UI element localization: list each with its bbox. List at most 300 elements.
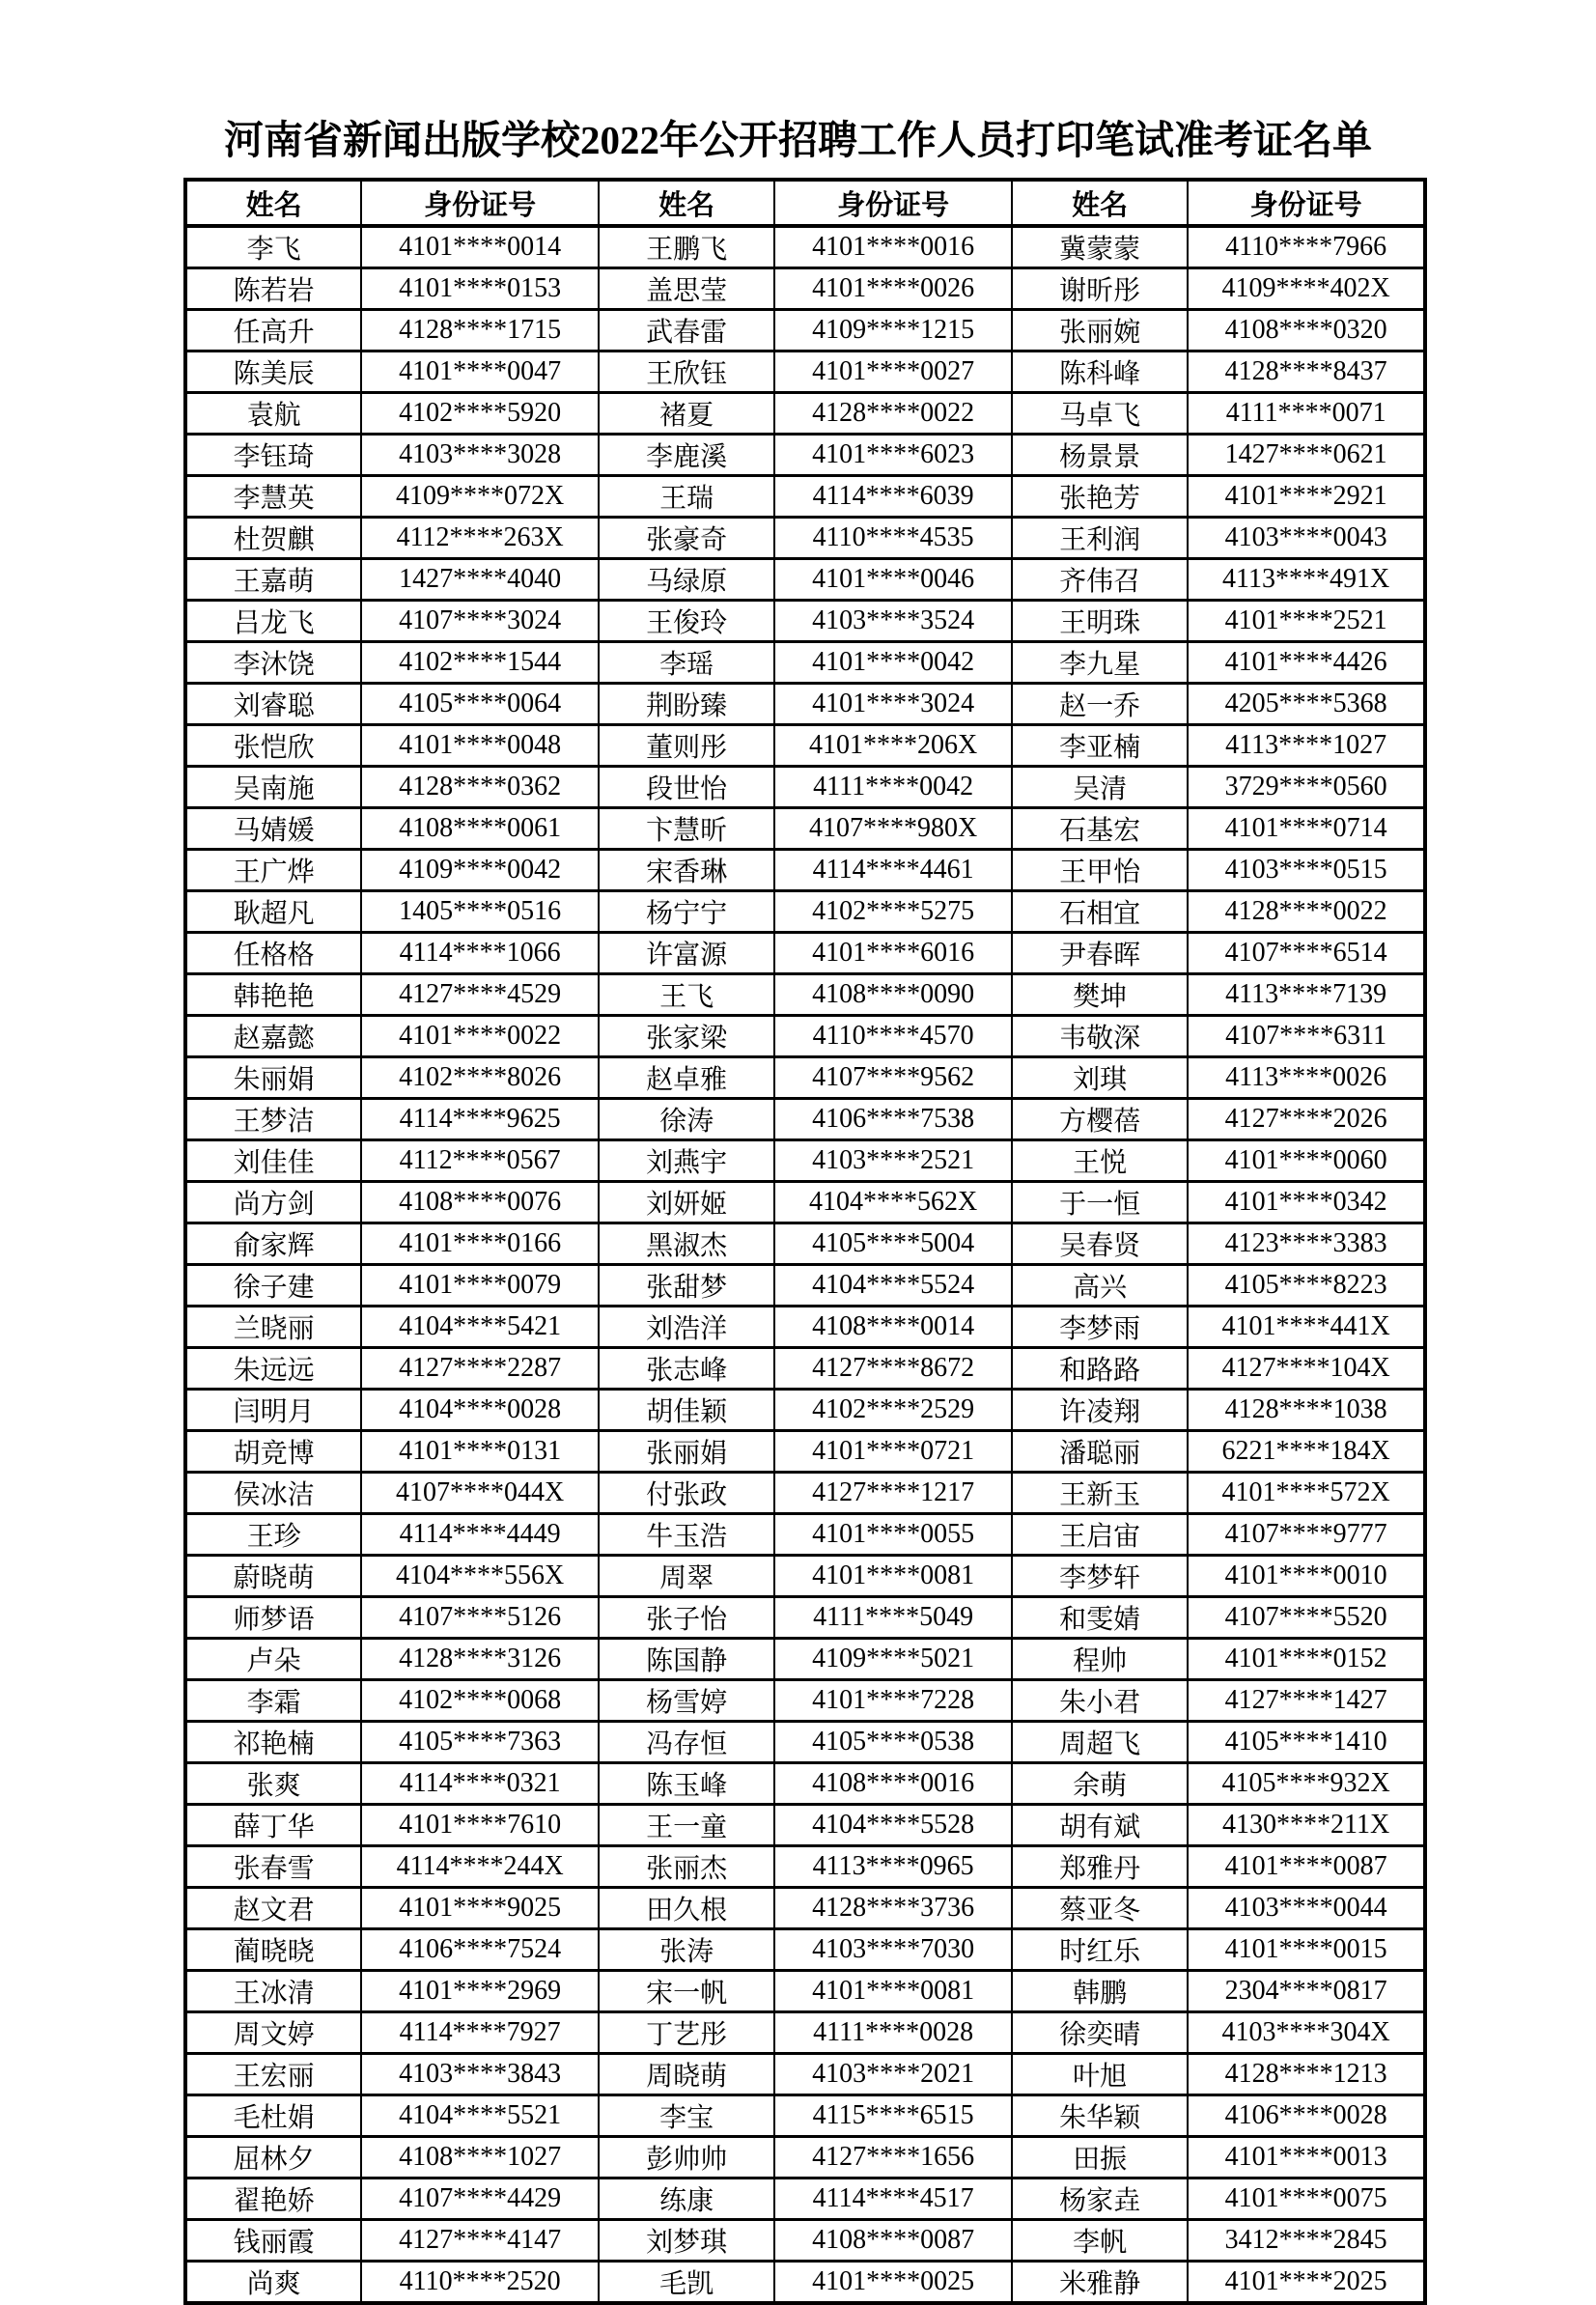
- id-cell: 4127****1427: [1188, 1680, 1425, 1722]
- name-cell: 韩鹏: [1012, 1971, 1188, 2012]
- name-cell: 张子怡: [599, 1597, 774, 1639]
- table-row: [185, 393, 1425, 435]
- table-row: [185, 310, 1425, 351]
- id-cell: 4101****0087: [1188, 1846, 1425, 1888]
- table-row: [185, 1514, 1425, 1556]
- id-cell: 4101****0081: [774, 1556, 1012, 1597]
- id-cell: 4104****5521: [361, 2095, 599, 2137]
- id-cell: 4106****7538: [774, 1099, 1012, 1140]
- id-cell: 4111****0028: [774, 2012, 1012, 2054]
- name-cell: 韦敬深: [1012, 1016, 1188, 1057]
- name-cell: 周翠: [599, 1556, 774, 1597]
- name-cell: 任高升: [185, 310, 361, 351]
- name-cell: 蔡亚冬: [1012, 1888, 1188, 1929]
- id-cell: 4101****0022: [361, 1016, 599, 1057]
- table-row: [185, 1805, 1425, 1846]
- name-cell: 付张政: [599, 1473, 774, 1514]
- name-cell: 徐子建: [185, 1265, 361, 1307]
- id-cell: 4127****4529: [361, 974, 599, 1016]
- name-cell: 朱华颖: [1012, 2095, 1188, 2137]
- id-cell: 4105****0064: [361, 684, 599, 725]
- name-cell: 董则彤: [599, 725, 774, 767]
- name-cell: 武春雷: [599, 310, 774, 351]
- id-cell: 4128****0362: [361, 767, 599, 808]
- id-cell: 4103****0043: [1188, 518, 1425, 559]
- id-cell: 4101****0079: [361, 1265, 599, 1307]
- id-cell: 4106****0028: [1188, 2095, 1425, 2137]
- id-cell: 4128****1038: [1188, 1390, 1425, 1431]
- id-cell: 4102****0068: [361, 1680, 599, 1722]
- id-cell: 4104****562X: [774, 1182, 1012, 1223]
- name-cell: 尚爽: [185, 2262, 361, 2304]
- table-row: [185, 1057, 1425, 1099]
- name-cell: 杜贺麒: [185, 518, 361, 559]
- name-cell: 朱小君: [1012, 1680, 1188, 1722]
- table-row: [185, 2220, 1425, 2262]
- id-cell: 4101****6023: [774, 435, 1012, 476]
- id-cell: 4101****2025: [1188, 2262, 1425, 2304]
- id-cell: 4105****8223: [1188, 1265, 1425, 1307]
- name-cell: 彭帅帅: [599, 2137, 774, 2179]
- id-cell: 4101****0342: [1188, 1182, 1425, 1223]
- id-cell: 4101****7228: [774, 1680, 1012, 1722]
- name-cell: 许富源: [599, 933, 774, 974]
- id-cell: 4110****4570: [774, 1016, 1012, 1057]
- id-cell: 4102****5920: [361, 393, 599, 435]
- id-cell: 4105****5004: [774, 1223, 1012, 1265]
- id-cell: 4103****3843: [361, 2054, 599, 2095]
- table-row: [185, 767, 1425, 808]
- name-cell: 朱远远: [185, 1348, 361, 1390]
- name-cell: 闫明月: [185, 1390, 361, 1431]
- table-row: [185, 1639, 1425, 1680]
- id-cell: 4110****7966: [1188, 226, 1425, 268]
- header-id-3: 身份证号: [1188, 180, 1425, 226]
- name-cell: 袁航: [185, 393, 361, 435]
- name-cell: 王新玉: [1012, 1473, 1188, 1514]
- id-cell: 3412****2845: [1188, 2220, 1425, 2262]
- id-cell: 4107****980X: [774, 808, 1012, 850]
- name-cell: 张丽婉: [1012, 310, 1188, 351]
- table-row: [185, 351, 1425, 393]
- id-cell: 4109****5021: [774, 1639, 1012, 1680]
- name-cell: 许凌翔: [1012, 1390, 1188, 1431]
- id-cell: 4115****6515: [774, 2095, 1012, 2137]
- name-cell: 王珍: [185, 1514, 361, 1556]
- id-cell: 4108****0061: [361, 808, 599, 850]
- id-cell: 4108****0090: [774, 974, 1012, 1016]
- id-cell: 4110****4535: [774, 518, 1012, 559]
- name-cell: 赵一乔: [1012, 684, 1188, 725]
- id-cell: 4107****5520: [1188, 1597, 1425, 1639]
- id-cell: 4107****4429: [361, 2179, 599, 2220]
- id-cell: 4205****5368: [1188, 684, 1425, 725]
- table-row: [185, 1556, 1425, 1597]
- name-cell: 马婧媛: [185, 808, 361, 850]
- table-row: [185, 226, 1425, 268]
- id-cell: 4105****7363: [361, 1722, 599, 1763]
- name-cell: 卞慧昕: [599, 808, 774, 850]
- name-cell: 和路路: [1012, 1348, 1188, 1390]
- id-cell: 4128****0022: [1188, 891, 1425, 933]
- name-cell: 王甲怡: [1012, 850, 1188, 891]
- name-cell: 吴春贤: [1012, 1223, 1188, 1265]
- name-cell: 王瑞: [599, 476, 774, 518]
- id-cell: 4114****0321: [361, 1763, 599, 1805]
- name-cell: 耿超凡: [185, 891, 361, 933]
- name-cell: 李亚楠: [1012, 725, 1188, 767]
- id-cell: 4101****0013: [1188, 2137, 1425, 2179]
- name-cell: 祁艳楠: [185, 1722, 361, 1763]
- name-cell: 陈国静: [599, 1639, 774, 1680]
- id-cell: 4101****0075: [1188, 2179, 1425, 2220]
- table-row: [185, 1971, 1425, 2012]
- id-cell: 4111****0042: [774, 767, 1012, 808]
- id-cell: 4102****5275: [774, 891, 1012, 933]
- name-cell: 胡佳颖: [599, 1390, 774, 1431]
- header-name-1: 姓名: [185, 180, 361, 226]
- table-row: [185, 1929, 1425, 1971]
- id-cell: 4101****0026: [774, 268, 1012, 310]
- name-cell: 翟艳娇: [185, 2179, 361, 2220]
- name-cell: 王一童: [599, 1805, 774, 1846]
- table-row: [185, 2012, 1425, 2054]
- name-cell: 余萌: [1012, 1763, 1188, 1805]
- name-cell: 王欣钰: [599, 351, 774, 393]
- id-cell: 4101****0166: [361, 1223, 599, 1265]
- name-cell: 刘睿聪: [185, 684, 361, 725]
- id-cell: 4102****1544: [361, 642, 599, 684]
- name-cell: 侯冰洁: [185, 1473, 361, 1514]
- name-cell: 尚方剑: [185, 1182, 361, 1223]
- id-cell: 4104****0028: [361, 1390, 599, 1431]
- id-cell: 4127****1656: [774, 2137, 1012, 2179]
- name-cell: 陈美辰: [185, 351, 361, 393]
- name-cell: 杨雪婷: [599, 1680, 774, 1722]
- name-cell: 张丽杰: [599, 1846, 774, 1888]
- name-cell: 刘燕宇: [599, 1140, 774, 1182]
- name-cell: 李梦雨: [1012, 1307, 1188, 1348]
- id-cell: 4123****3383: [1188, 1223, 1425, 1265]
- name-cell: 朱丽娟: [185, 1057, 361, 1099]
- id-cell: 4106****7524: [361, 1929, 599, 1971]
- id-cell: 2304****0817: [1188, 1971, 1425, 2012]
- id-cell: 4104****556X: [361, 1556, 599, 1597]
- name-cell: 王梦洁: [185, 1099, 361, 1140]
- name-cell: 赵嘉懿: [185, 1016, 361, 1057]
- name-cell: 蔚晓萌: [185, 1556, 361, 1597]
- table-row: [185, 2179, 1425, 2220]
- name-cell: 刘佳佳: [185, 1140, 361, 1182]
- name-cell: 蔺晓晓: [185, 1929, 361, 1971]
- id-cell: 4101****441X: [1188, 1307, 1425, 1348]
- name-cell: 张艳芳: [1012, 476, 1188, 518]
- name-cell: 韩艳艳: [185, 974, 361, 1016]
- name-cell: 于一恒: [1012, 1182, 1188, 1223]
- table-row: [185, 518, 1425, 559]
- name-cell: 薛丁华: [185, 1805, 361, 1846]
- id-cell: 4111****0071: [1188, 393, 1425, 435]
- table-row: [185, 1016, 1425, 1057]
- name-cell: 和雯婧: [1012, 1597, 1188, 1639]
- id-cell: 4103****304X: [1188, 2012, 1425, 2054]
- table-header: [185, 180, 1425, 226]
- page-title: 河南省新闻出版学校2022年公开招聘工作人员打印笔试准考证名单: [224, 118, 1372, 162]
- name-cell: 卢朵: [185, 1639, 361, 1680]
- name-cell: 樊坤: [1012, 974, 1188, 1016]
- id-cell: 4109****0042: [361, 850, 599, 891]
- name-cell: 尹春晖: [1012, 933, 1188, 974]
- name-cell: 程帅: [1012, 1639, 1188, 1680]
- id-cell: 4108****0016: [774, 1763, 1012, 1805]
- name-cell: 盖思莹: [599, 268, 774, 310]
- id-cell: 4101****0046: [774, 559, 1012, 601]
- table-row: [185, 1307, 1425, 1348]
- name-cell: 王飞: [599, 974, 774, 1016]
- table-row: [185, 1473, 1425, 1514]
- table-row: [185, 642, 1425, 684]
- id-cell: 4108****1027: [361, 2137, 599, 2179]
- id-cell: 4103****7030: [774, 1929, 1012, 1971]
- id-cell: 4101****0047: [361, 351, 599, 393]
- id-cell: 4105****932X: [1188, 1763, 1425, 1805]
- id-cell: 4103****3028: [361, 435, 599, 476]
- id-cell: 4128****3126: [361, 1639, 599, 1680]
- id-cell: 4103****2021: [774, 2054, 1012, 2095]
- id-cell: 4128****1715: [361, 310, 599, 351]
- table-row: [185, 1597, 1425, 1639]
- id-cell: 4105****1410: [1188, 1722, 1425, 1763]
- id-cell: 4114****4449: [361, 1514, 599, 1556]
- name-cell: 张豪奇: [599, 518, 774, 559]
- id-cell: 4104****5421: [361, 1307, 599, 1348]
- id-cell: 4101****0010: [1188, 1556, 1425, 1597]
- table-row: [185, 684, 1425, 725]
- id-cell: 4103****3524: [774, 601, 1012, 642]
- name-cell: 胡竞博: [185, 1431, 361, 1473]
- name-cell: 李宝: [599, 2095, 774, 2137]
- name-cell: 齐伟召: [1012, 559, 1188, 601]
- name-cell: 李慧英: [185, 476, 361, 518]
- name-cell: 吴南施: [185, 767, 361, 808]
- table-row: [185, 559, 1425, 601]
- name-cell: 王启宙: [1012, 1514, 1188, 1556]
- name-cell: 刘浩洋: [599, 1307, 774, 1348]
- name-cell: 田振: [1012, 2137, 1188, 2179]
- id-cell: 4101****0721: [774, 1431, 1012, 1473]
- name-cell: 李沐饶: [185, 642, 361, 684]
- table-row: [185, 435, 1425, 476]
- id-cell: 4107****044X: [361, 1473, 599, 1514]
- name-cell: 张恺欣: [185, 725, 361, 767]
- admission-list-table: [183, 178, 1427, 2305]
- id-cell: 4101****0042: [774, 642, 1012, 684]
- name-cell: 王鹏飞: [599, 226, 774, 268]
- id-cell: 4101****206X: [774, 725, 1012, 767]
- name-cell: 方樱蓓: [1012, 1099, 1188, 1140]
- id-cell: 4113****7139: [1188, 974, 1425, 1016]
- name-cell: 荆盼臻: [599, 684, 774, 725]
- name-cell: 张春雪: [185, 1846, 361, 1888]
- name-cell: 丁艺彤: [599, 2012, 774, 2054]
- id-cell: 4114****9625: [361, 1099, 599, 1140]
- name-cell: 赵文君: [185, 1888, 361, 1929]
- id-cell: 4101****2921: [1188, 476, 1425, 518]
- name-cell: 王宏丽: [185, 2054, 361, 2095]
- name-cell: 周超飞: [1012, 1722, 1188, 1763]
- id-cell: 4103****2521: [774, 1140, 1012, 1182]
- id-cell: 4107****5126: [361, 1597, 599, 1639]
- id-cell: 4111****5049: [774, 1597, 1012, 1639]
- id-cell: 4103****0044: [1188, 1888, 1425, 1929]
- id-cell: 4127****8672: [774, 1348, 1012, 1390]
- table-row: [185, 1390, 1425, 1431]
- id-cell: 4113****491X: [1188, 559, 1425, 601]
- id-cell: 4108****0320: [1188, 310, 1425, 351]
- id-cell: 4128****3736: [774, 1888, 1012, 1929]
- id-cell: 4102****2529: [774, 1390, 1012, 1431]
- id-cell: 4114****7927: [361, 2012, 599, 2054]
- id-cell: 1427****0621: [1188, 435, 1425, 476]
- table-row: [185, 1763, 1425, 1805]
- table-row: [185, 2054, 1425, 2095]
- name-cell: 陈若岩: [185, 268, 361, 310]
- name-cell: 刘梦琪: [599, 2220, 774, 2262]
- id-cell: 4101****7610: [361, 1805, 599, 1846]
- name-cell: 毛杜娟: [185, 2095, 361, 2137]
- name-cell: 郑雅丹: [1012, 1846, 1188, 1888]
- name-cell: 李飞: [185, 226, 361, 268]
- id-cell: 4113****0026: [1188, 1057, 1425, 1099]
- name-cell: 王嘉萌: [185, 559, 361, 601]
- id-cell: 4112****263X: [361, 518, 599, 559]
- id-cell: 4102****8026: [361, 1057, 599, 1099]
- id-cell: 4130****211X: [1188, 1805, 1425, 1846]
- id-cell: 4114****4517: [774, 2179, 1012, 2220]
- table-row: [185, 1348, 1425, 1390]
- name-cell: 牛玉浩: [599, 1514, 774, 1556]
- id-cell: 4101****0027: [774, 351, 1012, 393]
- id-cell: 4101****3024: [774, 684, 1012, 725]
- id-cell: 4114****1066: [361, 933, 599, 974]
- table-row: [185, 1223, 1425, 1265]
- name-cell: 冯存恒: [599, 1722, 774, 1763]
- name-cell: 张爽: [185, 1763, 361, 1805]
- table-row: [185, 891, 1425, 933]
- table-row: [185, 974, 1425, 1016]
- name-cell: 吴清: [1012, 767, 1188, 808]
- id-cell: 4101****0131: [361, 1431, 599, 1473]
- name-cell: 李梦轩: [1012, 1556, 1188, 1597]
- name-cell: 潘聪丽: [1012, 1431, 1188, 1473]
- table-row: [185, 1846, 1425, 1888]
- id-cell: 3729****0560: [1188, 767, 1425, 808]
- name-cell: 冀蒙蒙: [1012, 226, 1188, 268]
- name-cell: 杨景景: [1012, 435, 1188, 476]
- name-cell: 杨家垚: [1012, 2179, 1188, 2220]
- name-cell: 吕龙飞: [185, 601, 361, 642]
- id-cell: 4101****0015: [1188, 1929, 1425, 1971]
- id-cell: 6221****184X: [1188, 1431, 1425, 1473]
- table-row: [185, 2262, 1425, 2304]
- id-cell: 4101****0060: [1188, 1140, 1425, 1182]
- header-name-2: 姓名: [599, 180, 774, 226]
- name-cell: 叶旭: [1012, 2054, 1188, 2095]
- name-cell: 徐奕晴: [1012, 2012, 1188, 2054]
- id-cell: 4114****4461: [774, 850, 1012, 891]
- header-row: [185, 180, 1425, 226]
- id-cell: 4113****0965: [774, 1846, 1012, 1888]
- name-cell: 褚夏: [599, 393, 774, 435]
- name-cell: 谢昕彤: [1012, 268, 1188, 310]
- id-cell: 4101****0014: [361, 226, 599, 268]
- id-cell: 4109****1215: [774, 310, 1012, 351]
- name-cell: 陈科峰: [1012, 351, 1188, 393]
- name-cell: 李帆: [1012, 2220, 1188, 2262]
- name-cell: 兰晓丽: [185, 1307, 361, 1348]
- id-cell: 4128****1213: [1188, 2054, 1425, 2095]
- name-cell: 练康: [599, 2179, 774, 2220]
- table-body: [185, 226, 1425, 2303]
- name-cell: 毛凯: [599, 2262, 774, 2304]
- name-cell: 张家梁: [599, 1016, 774, 1057]
- name-cell: 李鹿溪: [599, 435, 774, 476]
- id-cell: 1427****4040: [361, 559, 599, 601]
- table-row: [185, 1265, 1425, 1307]
- table-row: [185, 1680, 1425, 1722]
- table-row: [185, 1140, 1425, 1182]
- name-cell: 王广烨: [185, 850, 361, 891]
- name-cell: 李九星: [1012, 642, 1188, 684]
- id-cell: 4101****6016: [774, 933, 1012, 974]
- name-cell: 徐涛: [599, 1099, 774, 1140]
- name-cell: 米雅静: [1012, 2262, 1188, 2304]
- id-cell: 4112****0567: [361, 1140, 599, 1182]
- name-cell: 张涛: [599, 1929, 774, 1971]
- name-cell: 高兴: [1012, 1265, 1188, 1307]
- table-row: [185, 476, 1425, 518]
- name-cell: 刘琪: [1012, 1057, 1188, 1099]
- id-cell: 4104****5524: [774, 1265, 1012, 1307]
- name-cell: 宋香琳: [599, 850, 774, 891]
- table-row: [185, 268, 1425, 310]
- table-row: [185, 2137, 1425, 2179]
- name-cell: 马绿原: [599, 559, 774, 601]
- id-cell: 4109****402X: [1188, 268, 1425, 310]
- id-cell: 4101****9025: [361, 1888, 599, 1929]
- name-cell: 黑淑杰: [599, 1223, 774, 1265]
- header-id-2: 身份证号: [774, 180, 1012, 226]
- name-cell: 任格格: [185, 933, 361, 974]
- id-cell: 4101****0016: [774, 226, 1012, 268]
- id-cell: 4101****0152: [1188, 1639, 1425, 1680]
- name-cell: 石基宏: [1012, 808, 1188, 850]
- name-cell: 师梦语: [185, 1597, 361, 1639]
- name-cell: 王悦: [1012, 1140, 1188, 1182]
- id-cell: 4103****0515: [1188, 850, 1425, 891]
- id-cell: 4101****0714: [1188, 808, 1425, 850]
- name-cell: 钱丽霞: [185, 2220, 361, 2262]
- id-cell: 4114****244X: [361, 1846, 599, 1888]
- name-cell: 王利润: [1012, 518, 1188, 559]
- id-cell: 4101****0081: [774, 1971, 1012, 2012]
- id-cell: 1405****0516: [361, 891, 599, 933]
- name-cell: 周文婷: [185, 2012, 361, 2054]
- id-cell: 4110****2520: [361, 2262, 599, 2304]
- name-cell: 李瑶: [599, 642, 774, 684]
- name-cell: 马卓飞: [1012, 393, 1188, 435]
- name-cell: 张丽娟: [599, 1431, 774, 1473]
